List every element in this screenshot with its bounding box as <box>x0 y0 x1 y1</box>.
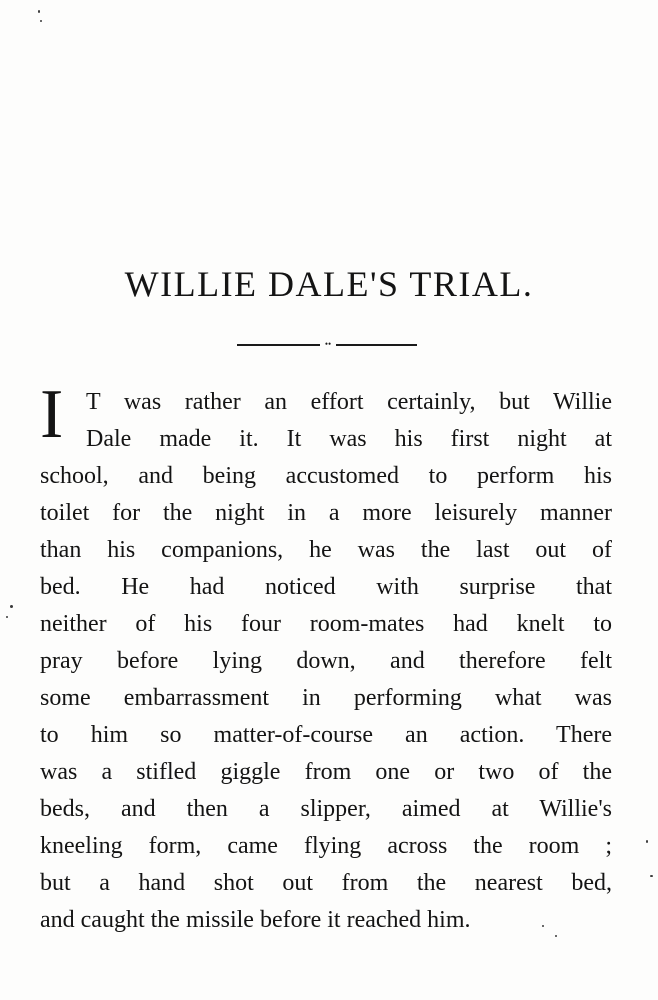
text-line: to him so matter-of-course an action. There <box>40 722 612 748</box>
text-line: pray before lying down, and therefore felt <box>40 648 612 674</box>
text-line: was a stifled giggle from one or two of the <box>40 759 612 785</box>
text-line: than his companions, he was the last out of <box>40 537 612 563</box>
text-line: Dale made it. It was his first night at <box>86 426 612 452</box>
text-line: beds, and then a slipper, aimed at Willie's <box>40 796 612 822</box>
text-line: kneeling form, came flying across the room ; <box>40 833 612 859</box>
text-line: but a hand shot out from the nearest bed, <box>40 870 612 896</box>
text-line: neither of his four room-mates had knelt to <box>40 611 612 637</box>
chapter-title: WILLIE DALE'S TRIAL. <box>124 264 534 304</box>
text-line: bed. He had noticed with surprise that <box>40 574 612 600</box>
scan-speck <box>38 10 40 13</box>
text-line: T was rather an effort certainly, but Willie <box>86 389 612 415</box>
scan-speck <box>10 605 13 608</box>
text-line: school, and being accustomed to perform his <box>40 463 612 489</box>
text-line: toilet for the night in a more leisurely manner <box>40 500 612 526</box>
scan-speck <box>40 20 42 22</box>
scan-speck <box>650 875 653 877</box>
scan-speck <box>646 840 648 843</box>
text-line: some embarrassment in performing what was <box>40 685 612 711</box>
scan-speck <box>6 616 8 618</box>
drop-cap: I <box>40 376 64 453</box>
text-line: and caught the missile before it reached him. <box>40 907 471 933</box>
story-paragraph <box>40 384 612 939</box>
divider-ornament: •• <box>320 339 336 349</box>
